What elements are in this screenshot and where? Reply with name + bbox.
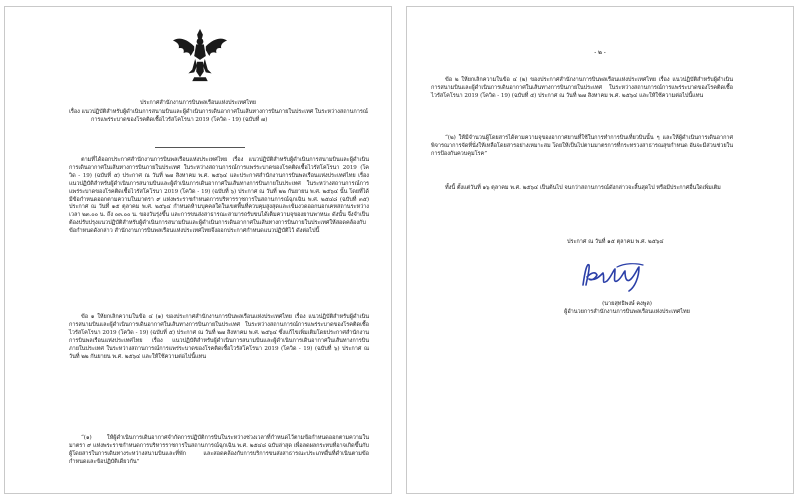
clause-1-paragraph: ข้อ ๑ ให้ยกเลิกความในข้อ ๔ (๑) ของประกาศสำนักงานการบินพลเรือนแห่งประเทศไทย เรื่อง แนวปฏิบัติสำหรับผู้ดำเนินการสนามบินและผู้ดำเนินการเดินอากาศในเส้นทางการบินภายในประเทศ ในระหว่างสถานการณ์การแพร่ระบาดของโรคติดเชื้อไวรัสโคโรนา 2019 (โควิด - 19) (ฉบับที่ ๕) ประกาศ ณ วันที่ ๒๗ สิงหาคม พ.ศ. ๒๕๖๔ ซึ่งแก้ไขเพิ่มเติมโดยประกาศสำนักงานการบินพลเรือนแห่งประเทศไทย เรื่อง แนวปฏิบัติสำหรับผู้ดำเนินการสนามบินและผู้ดำเนินการเดินอากาศในเส้นทางการบินภายในประเทศ ในระหว่างสถานการณ์การแพร่ระบาดของโรคติดเชื้อไวรัสโคโรนา 2019 (โควิด - 19) (ฉบับที่ ๖) ประกาศ ณ วันที่ ๒๒ กันยายน พ.ศ. ๒๕๖๔ และให้ใช้ความต่อไปนี้แทน	[69, 314, 369, 360]
clause-1-quote: “(๑) ให้ผู้ดำเนินการเดินอากาศจำกัดการปฏิบัติการบินในระหว่างช่วงเวลาที่กำหนดไว้ตามข้อกำหนดออกตามความในมาตรา ๙ แห่งพระราชกำหนดการบริหารราชการในสถานการณ์ฉุกเฉิน พ.ศ. ๒๕๔๘ ฉบับล่าสุด เพื่อลดผลกระทบที่อาจเกิดขึ้นกับผู้โดยสารในการเดินทางระหว่างสนามบินและที่พัก และสอดคล้องกับการบริการขนส่งสาธารณะประเภทอื่นที่ดำเนินตามข้อกำหนดและข้อปฏิบัติเดียวกัน”	[69, 435, 369, 465]
handwritten-signature	[577, 257, 647, 293]
subject-text: เรื่อง แนวปฏิบัติสำหรับผู้ดำเนินการสนามบินและผู้ดำเนินการเดินอากาศในเส้นทางการบินภายในประเทศ ในระหว่างสถานการณ์การแพร่ระบาดของโรคติดเชื้อไวรัสโคโรนา 2019 (โควิด - 19) (ฉบับที่ ๗)	[69, 109, 368, 123]
document-page-2	[406, 6, 794, 494]
preamble-paragraph: ตามที่ได้ออกประกาศสำนักงานการบินพลเรือนแห่งประเทศไทย เรื่อง แนวปฏิบัติสำหรับผู้ดำเนินการสนามบินและผู้ดำเนินการเดินอากาศในเส้นทางการบินภายในประเทศ ในระหว่างสถานการณ์การแพร่ระบาดของโรคติดเชื้อไวรัสโคโรนา 2019 (โควิด - 19) (ฉบับที่ ๕) ประกาศ ณ วันที่ ๒๗ สิงหาคม พ.ศ. ๒๕๖๔ และประกาศสำนักงานการบินพลเรือนแห่งประเทศไทย เรื่อง แนวปฏิบัติสำหรับผู้ดำเนินการสนามบินและผู้ดำเนินการเดินอากาศในเส้นทางการบินภายในประเทศ ในระหว่างสถานการณ์การแพร่ระบาดของโรคติดเชื้อไวรัสโคโรนา 2019 (โควิด - 19) (ฉบับที่ ๖) ประกาศ ณ วันที่ ๒๒ กันยายน พ.ศ. ๒๕๖๔ นั้น โดยที่ได้มีข้อกำหนดออกตามความในมาตรา ๙ แห่งพระราชกำหนดการบริหารราชการในสถานการณ์ฉุกเฉิน พ.ศ. ๒๕๔๘ (ฉบับที่ ๓๕) ประกาศ ณ วันที่ ๑๕ ตุลาคม พ.ศ. ๒๕๖๔ กำหนดห้ามบุคคลใดในเขตพื้นที่ควบคุมสูงสุดและเข้มงวดออกนอกเคหสถานระหว่างเวลา ๒๓.๐๐ น. ถึง ๐๓.๐๐ น. ของวันรุ่งขึ้น และการขนส่งสาธารณะสามารถรับขนได้เต็มความจุของยานพาหนะ ดังนั้น จึงจำเป็นต้องปรับปรุงแนวปฏิบัติสำหรับผู้ดำเนินการสนามบินและผู้ดำเนินการเดินอากาศในเส้นทางการบินภายในประเทศให้สอดคล้องกับข้อกำหนดดังกล่าว สำนักงานการบินพลเรือนแห่งประเทศไทยจึงออกประกาศกำหนดแนวปฏิบัติไว้ ดังต่อไปนี้	[69, 157, 369, 235]
clause-2-paragraph: ข้อ ๒ ให้ยกเลิกความในข้อ ๔ (๒) ของประกาศสำนักงานการบินพลเรือนแห่งประเทศไทย เรื่อง แนวปฏิบัติสำหรับผู้ดำเนินการสนามบินและผู้ดำเนินการเดินอากาศในเส้นทางการบินภายในประเทศ ในระหว่างสถานการณ์การแพร่ระบาดของโรคติดเชื้อไวรัสโคโรนา 2019 (โควิด - 19) (ฉบับที่ ๕) ประกาศ ณ วันที่ ๒๗ สิงหาคม พ.ศ. ๒๕๖๔ และให้ใช้ความต่อไปนี้แทน	[431, 77, 733, 99]
garuda-emblem-icon	[171, 27, 229, 85]
clause-2-quote: “(๒) ให้มีจำนวนผู้โดยสารได้ตามความจุของอากาศยานที่ใช้ในการทำการบินเที่ยวบินนั้น ๆ และให้ผู้ดำเนินการเดินอากาศพิจารณาการจัดที่นั่งให้เหลือโดยสารอย่างเหมาะสม โดยให้เป็นไปตามมาตรการที่กระทรวงสาธารณสุขกำหนด อันจะมีส่วนช่วยในการป้องกันควบคุมโรค”	[431, 135, 734, 157]
announcement-subject	[69, 109, 369, 125]
effective-date-paragraph: ทั้งนี้ ตั้งแต่วันที่ ๑๖ ตุลาคม พ.ศ. ๒๕๖๔ เป็นต้นไป จนกว่าสถานการณ์ดังกล่าวจะสิ้นสุดไป หรือมีประกาศอื่นใดเพิ่มเติม	[445, 185, 721, 191]
document-page-1	[4, 6, 392, 494]
announcement-header: ประกาศสำนักงานการบินพลเรือนแห่งประเทศไทย	[140, 100, 256, 106]
announcement-date: ประกาศ ณ วันที่ ๑๕ ตุลาคม พ.ศ. ๒๕๖๔	[567, 239, 664, 245]
page-number: - ๒ -	[594, 49, 606, 56]
signer-name: (นายสุทธิพงษ์ คงพูล)	[602, 301, 652, 307]
header-divider	[155, 147, 245, 148]
signer-position: ผู้อำนวยการสำนักงานการบินพลเรือนแห่งประเทศไทย	[564, 309, 690, 315]
